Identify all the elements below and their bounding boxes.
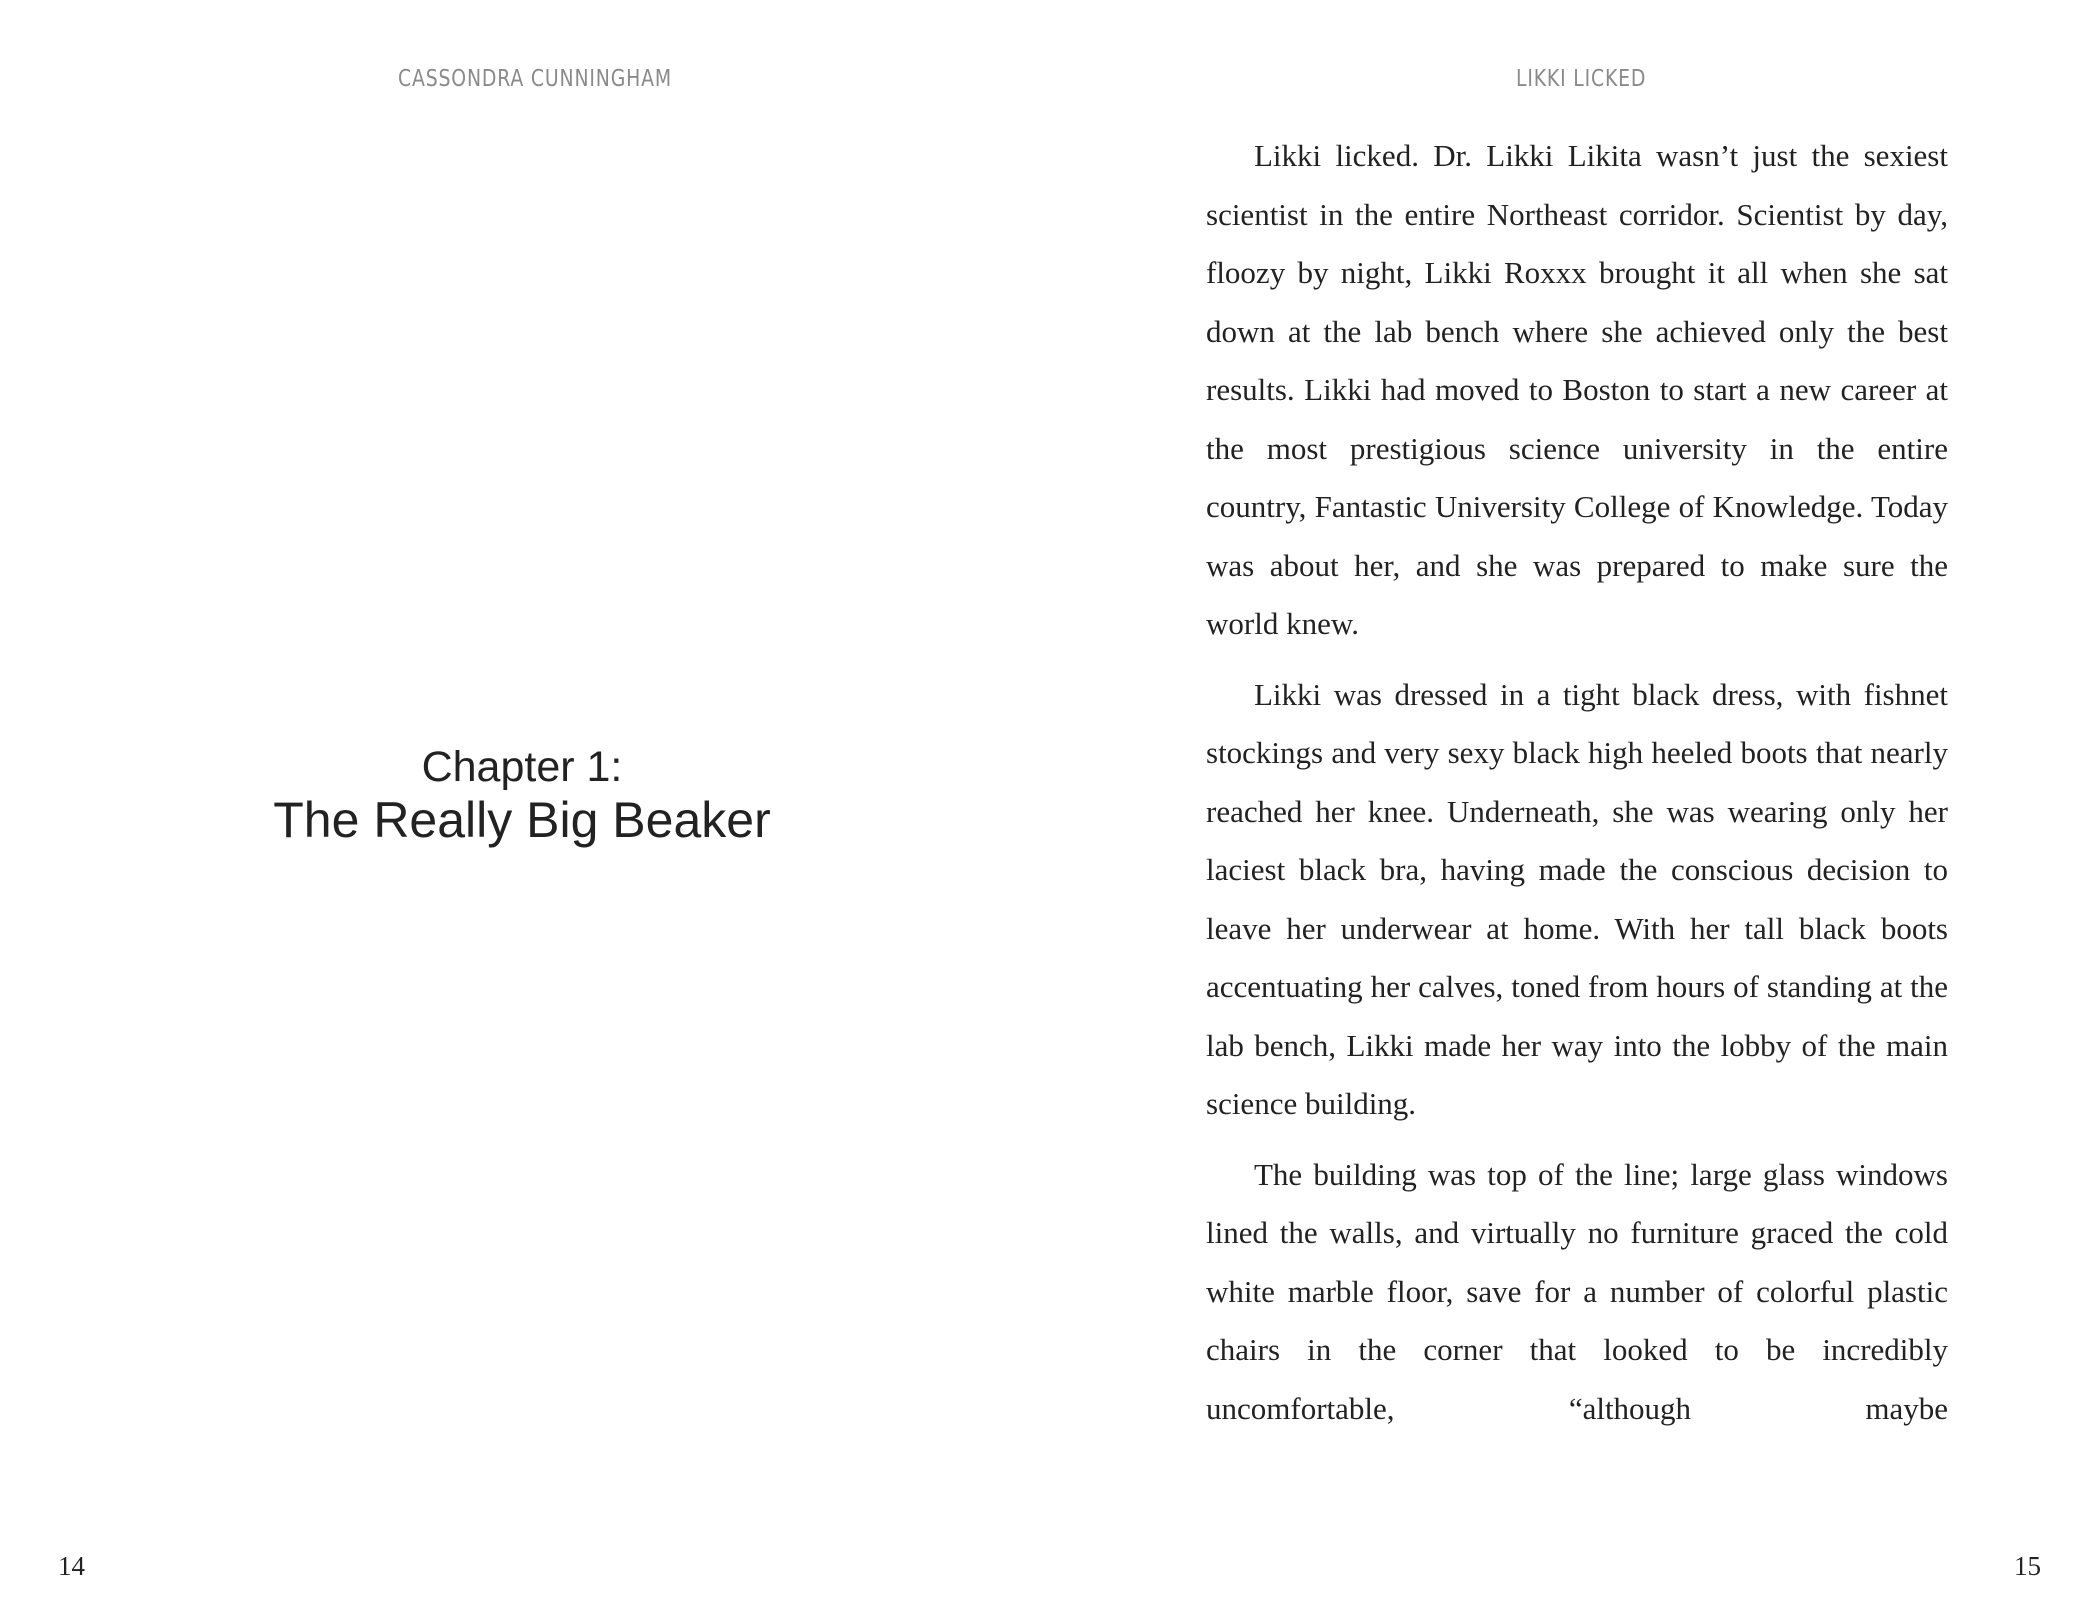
running-head-title: LIKKI LICKED (1516, 66, 1647, 92)
paragraph: Likki licked. Dr. Likki Likita wasn’t just the sexiest scientist in the entire Northeast corridor. Scientist by day, floozy by night, Likki Roxxx brought it all when she sat down at the lab bench where she achieved only the best results. Likki had moved to Boston to start a new career at the most prestigious science university in the entire country, Fantastic University College of Knowledge. Today was about her, and she was prepared to make sure the world knew. (1206, 138, 1948, 641)
running-head-author: CASSONDRA CUNNINGHAM (398, 66, 672, 92)
body-text (1206, 127, 1948, 1450)
chapter-title: The Really Big Beaker (273, 792, 771, 848)
chapter-heading (0, 742, 1044, 848)
page-number-left: 14 (58, 1551, 85, 1581)
paragraph: Likki was dressed in a tight black dress, with fishnet stockings and very sexy black high heeled boots that nearly reached her knee. Underneath, she was wearing only her laciest black bra, having made the conscious decision to leave her underwear at home. With her tall black boots accentuating her calves, toned from hours of standing at the lab bench, Likki made her way into the lobby of the main science building. (1206, 676, 1948, 1121)
chapter-number: Chapter 1: (421, 743, 623, 791)
paragraph: The building was top of the line; large glass windows lined the walls, and virtually no furniture graced the cold white marble floor, save for a number of colorful plastic chairs in the corner that looked to be incredibly uncomfortable, “although maybe (1206, 1156, 1948, 1426)
page-number-right: 15 (2014, 1551, 2041, 1581)
